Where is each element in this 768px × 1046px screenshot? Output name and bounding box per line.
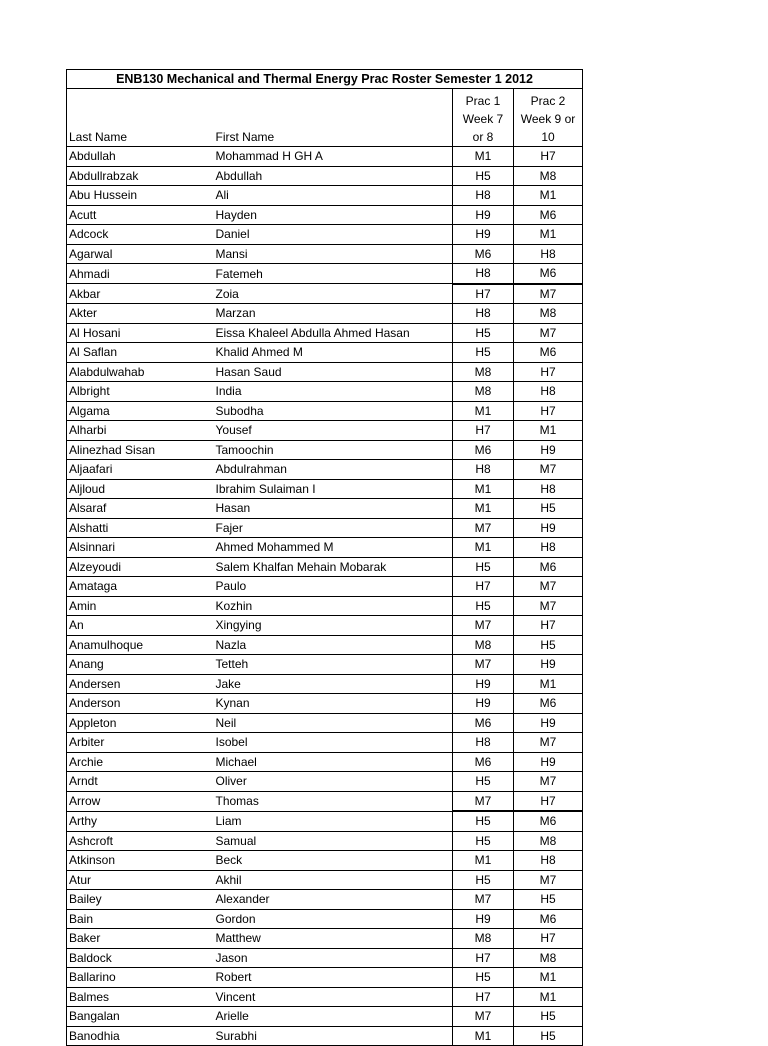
- first-name-cell: Oliver: [214, 772, 453, 792]
- prac1-cell: H8: [453, 264, 514, 284]
- last-name-cell: Abdullrabzak: [67, 166, 214, 186]
- table-row: [67, 987, 583, 1007]
- prac1-cell: M6: [453, 440, 514, 460]
- last-name-cell: Atur: [67, 870, 214, 890]
- prac1-cell: M1: [453, 538, 514, 558]
- prac1-cell: H5: [453, 557, 514, 577]
- first-name-cell: Hayden: [214, 205, 453, 225]
- last-name-cell: Anderson: [67, 694, 214, 714]
- prac2-cell: M8: [514, 831, 583, 851]
- prac2-cell: H5: [514, 635, 583, 655]
- table-row: [67, 929, 583, 949]
- last-name-cell: Akter: [67, 304, 214, 324]
- first-name-cell: Nazla: [214, 635, 453, 655]
- header-prac1-line: Week 7: [462, 112, 504, 126]
- first-name-cell: Kynan: [214, 694, 453, 714]
- prac2-cell: H7: [514, 616, 583, 636]
- roster-body: [67, 147, 583, 1046]
- first-name-cell: Hasan: [214, 499, 453, 519]
- prac1-cell: M6: [453, 244, 514, 264]
- prac2-cell: M1: [514, 225, 583, 245]
- table-row: [67, 538, 583, 558]
- prac2-cell: M6: [514, 694, 583, 714]
- prac2-cell: M7: [514, 284, 583, 304]
- last-name-cell: Banodhia: [67, 1026, 214, 1046]
- table-row: [67, 244, 583, 264]
- last-name-cell: Aljloud: [67, 479, 214, 499]
- prac2-cell: H9: [514, 440, 583, 460]
- prac2-cell: H5: [514, 1007, 583, 1027]
- prac2-cell: H9: [514, 713, 583, 733]
- prac1-cell: M6: [453, 713, 514, 733]
- last-name-cell: Baker: [67, 929, 214, 949]
- prac2-cell: M6: [514, 205, 583, 225]
- prac1-cell: M7: [453, 518, 514, 538]
- first-name-cell: Xingying: [214, 616, 453, 636]
- prac2-cell: H8: [514, 244, 583, 264]
- first-name-cell: Mansi: [214, 244, 453, 264]
- prac2-cell: M7: [514, 772, 583, 792]
- prac2-cell: M1: [514, 968, 583, 988]
- prac1-cell: M7: [453, 1007, 514, 1027]
- prac2-cell: H5: [514, 890, 583, 910]
- first-name-cell: Eissa Khaleel Abdulla Ahmed Hasan: [214, 323, 453, 343]
- prac1-cell: H7: [453, 577, 514, 597]
- last-name-cell: Abdullah: [67, 147, 214, 167]
- last-name-cell: Al Hosani: [67, 323, 214, 343]
- table-row: [67, 557, 583, 577]
- prac1-cell: M8: [453, 929, 514, 949]
- prac2-cell: M6: [514, 557, 583, 577]
- prac1-cell: H9: [453, 674, 514, 694]
- prac2-cell: M7: [514, 323, 583, 343]
- prac1-cell: M1: [453, 401, 514, 421]
- last-name-cell: Adcock: [67, 225, 214, 245]
- last-name-cell: Arrow: [67, 791, 214, 811]
- table-row: [67, 460, 583, 480]
- last-name-cell: Akbar: [67, 284, 214, 304]
- first-name-cell: Liam: [214, 811, 453, 831]
- prac1-cell: H5: [453, 831, 514, 851]
- last-name-cell: Arbiter: [67, 733, 214, 753]
- prac2-cell: H5: [514, 499, 583, 519]
- last-name-cell: Ballarino: [67, 968, 214, 988]
- first-name-cell: India: [214, 382, 453, 402]
- last-name-cell: Anamulhoque: [67, 635, 214, 655]
- prac2-cell: H8: [514, 382, 583, 402]
- last-name-cell: Baldock: [67, 948, 214, 968]
- header-prac2: [514, 89, 583, 147]
- prac1-cell: H7: [453, 284, 514, 304]
- prac2-cell: H7: [514, 401, 583, 421]
- prac1-cell: H9: [453, 225, 514, 245]
- table-row: [67, 499, 583, 519]
- prac2-cell: H7: [514, 147, 583, 167]
- table-row: [67, 616, 583, 636]
- last-name-cell: Appleton: [67, 713, 214, 733]
- header-prac1-line: Prac 1: [465, 94, 501, 108]
- table-row: [67, 284, 583, 304]
- header-prac2-line: 10: [541, 130, 555, 144]
- last-name-cell: Bain: [67, 909, 214, 929]
- prac2-cell: M7: [514, 460, 583, 480]
- prac1-cell: H5: [453, 870, 514, 890]
- prac1-cell: H7: [453, 948, 514, 968]
- prac1-cell: M1: [453, 479, 514, 499]
- prac1-cell: H5: [453, 323, 514, 343]
- first-name-cell: Samual: [214, 831, 453, 851]
- prac1-cell: H8: [453, 733, 514, 753]
- prac2-cell: H7: [514, 362, 583, 382]
- table-row: [67, 909, 583, 929]
- prac1-cell: H7: [453, 421, 514, 441]
- table-row: [67, 401, 583, 421]
- table-row: [67, 147, 583, 167]
- header-prac1-line: or 8: [472, 130, 494, 144]
- table-row: [67, 674, 583, 694]
- last-name-cell: Bailey: [67, 890, 214, 910]
- prac2-cell: M8: [514, 948, 583, 968]
- last-name-cell: Alabdulwahab: [67, 362, 214, 382]
- first-name-cell: Neil: [214, 713, 453, 733]
- prac2-cell: M1: [514, 987, 583, 1007]
- table-row: [67, 772, 583, 792]
- table-row: [67, 518, 583, 538]
- table-row: [67, 1026, 583, 1046]
- table-row: [67, 831, 583, 851]
- prac1-cell: M1: [453, 1026, 514, 1046]
- last-name-cell: Amin: [67, 596, 214, 616]
- table-row: [67, 811, 583, 831]
- table-row: [67, 382, 583, 402]
- first-name-cell: Vincent: [214, 987, 453, 1007]
- header-last-name: Last Name: [67, 89, 214, 147]
- prac2-cell: M7: [514, 577, 583, 597]
- table-row: [67, 968, 583, 988]
- prac2-cell: M7: [514, 596, 583, 616]
- roster-title: ENB130 Mechanical and Thermal Energy Prac Roster Semester 1 2012: [67, 70, 583, 89]
- table-row: [67, 323, 583, 343]
- prac2-cell: H9: [514, 518, 583, 538]
- roster-table: [66, 69, 583, 1046]
- table-row: [67, 1007, 583, 1027]
- last-name-cell: Alsaraf: [67, 499, 214, 519]
- first-name-cell: Abdullah: [214, 166, 453, 186]
- last-name-cell: Balmes: [67, 987, 214, 1007]
- first-name-cell: Hasan Saud: [214, 362, 453, 382]
- table-row: [67, 479, 583, 499]
- prac2-cell: M1: [514, 421, 583, 441]
- first-name-cell: Akhil: [214, 870, 453, 890]
- first-name-cell: Yousef: [214, 421, 453, 441]
- prac2-cell: H7: [514, 929, 583, 949]
- prac1-cell: H5: [453, 343, 514, 363]
- prac1-cell: H5: [453, 811, 514, 831]
- last-name-cell: Ashcroft: [67, 831, 214, 851]
- table-row: [67, 752, 583, 772]
- header-prac2-line: Week 9 or: [520, 112, 576, 126]
- first-name-cell: Jason: [214, 948, 453, 968]
- first-name-cell: Daniel: [214, 225, 453, 245]
- last-name-cell: Alsinnari: [67, 538, 214, 558]
- first-name-cell: Paulo: [214, 577, 453, 597]
- table-row: [67, 870, 583, 890]
- header-prac1: [453, 89, 514, 147]
- first-name-cell: Arielle: [214, 1007, 453, 1027]
- first-name-cell: Ali: [214, 186, 453, 206]
- table-row: [67, 577, 583, 597]
- header-row: [67, 89, 583, 147]
- header-prac2-line: Prac 2: [530, 94, 566, 108]
- last-name-cell: Ahmadi: [67, 264, 214, 284]
- table-row: [67, 304, 583, 324]
- prac1-cell: H8: [453, 460, 514, 480]
- prac1-cell: M7: [453, 890, 514, 910]
- last-name-cell: Acutt: [67, 205, 214, 225]
- last-name-cell: Alharbi: [67, 421, 214, 441]
- first-name-cell: Tamoochin: [214, 440, 453, 460]
- first-name-cell: Zoia: [214, 284, 453, 304]
- first-name-cell: Jake: [214, 674, 453, 694]
- prac1-cell: H5: [453, 596, 514, 616]
- prac1-cell: H9: [453, 694, 514, 714]
- prac1-cell: M1: [453, 499, 514, 519]
- table-row: [67, 186, 583, 206]
- table-row: [67, 733, 583, 753]
- last-name-cell: Archie: [67, 752, 214, 772]
- last-name-cell: Abu Hussein: [67, 186, 214, 206]
- prac2-cell: M7: [514, 870, 583, 890]
- last-name-cell: An: [67, 616, 214, 636]
- table-row: [67, 421, 583, 441]
- prac1-cell: H8: [453, 186, 514, 206]
- prac1-cell: H9: [453, 205, 514, 225]
- last-name-cell: Alshatti: [67, 518, 214, 538]
- first-name-cell: Fajer: [214, 518, 453, 538]
- prac1-cell: M8: [453, 382, 514, 402]
- prac1-cell: M7: [453, 655, 514, 675]
- first-name-cell: Kozhin: [214, 596, 453, 616]
- last-name-cell: Atkinson: [67, 851, 214, 871]
- last-name-cell: Alinezhad Sisan: [67, 440, 214, 460]
- table-row: [67, 713, 583, 733]
- prac2-cell: H8: [514, 851, 583, 871]
- title-row: [67, 70, 583, 89]
- last-name-cell: Bangalan: [67, 1007, 214, 1027]
- prac1-cell: M8: [453, 635, 514, 655]
- last-name-cell: Agarwal: [67, 244, 214, 264]
- first-name-cell: Mohammad H GH A: [214, 147, 453, 167]
- prac1-cell: M7: [453, 616, 514, 636]
- first-name-cell: Abdulrahman: [214, 460, 453, 480]
- first-name-cell: Surabhi: [214, 1026, 453, 1046]
- first-name-cell: Ahmed Mohammed M: [214, 538, 453, 558]
- first-name-cell: Subodha: [214, 401, 453, 421]
- first-name-cell: Michael: [214, 752, 453, 772]
- table-row: [67, 791, 583, 811]
- first-name-cell: Salem Khalfan Mehain Mobarak: [214, 557, 453, 577]
- prac1-cell: H5: [453, 166, 514, 186]
- prac2-cell: M6: [514, 343, 583, 363]
- first-name-cell: Khalid Ahmed M: [214, 343, 453, 363]
- table-row: [67, 362, 583, 382]
- prac2-cell: H9: [514, 752, 583, 772]
- prac1-cell: H9: [453, 909, 514, 929]
- prac2-cell: M8: [514, 304, 583, 324]
- first-name-cell: Fatemeh: [214, 264, 453, 284]
- first-name-cell: Ibrahim Sulaiman I: [214, 479, 453, 499]
- table-row: [67, 851, 583, 871]
- last-name-cell: Al Saflan: [67, 343, 214, 363]
- last-name-cell: Anang: [67, 655, 214, 675]
- table-row: [67, 596, 583, 616]
- prac2-cell: H9: [514, 655, 583, 675]
- prac1-cell: H7: [453, 987, 514, 1007]
- prac2-cell: M6: [514, 811, 583, 831]
- prac1-cell: M6: [453, 752, 514, 772]
- table-row: [67, 655, 583, 675]
- last-name-cell: Albright: [67, 382, 214, 402]
- table-row: [67, 205, 583, 225]
- header-first-name: First Name: [214, 89, 453, 147]
- table-row: [67, 166, 583, 186]
- last-name-cell: Arthy: [67, 811, 214, 831]
- first-name-cell: Robert: [214, 968, 453, 988]
- last-name-cell: Algama: [67, 401, 214, 421]
- first-name-cell: Alexander: [214, 890, 453, 910]
- last-name-cell: Amataga: [67, 577, 214, 597]
- first-name-cell: Gordon: [214, 909, 453, 929]
- prac2-cell: H8: [514, 479, 583, 499]
- table-row: [67, 948, 583, 968]
- prac2-cell: H7: [514, 791, 583, 811]
- last-name-cell: Alzeyoudi: [67, 557, 214, 577]
- prac2-cell: M1: [514, 186, 583, 206]
- first-name-cell: Thomas: [214, 791, 453, 811]
- table-row: [67, 694, 583, 714]
- prac2-cell: M6: [514, 909, 583, 929]
- prac1-cell: H5: [453, 772, 514, 792]
- prac1-cell: M7: [453, 791, 514, 811]
- prac1-cell: H5: [453, 968, 514, 988]
- table-row: [67, 225, 583, 245]
- prac2-cell: H5: [514, 1026, 583, 1046]
- first-name-cell: Matthew: [214, 929, 453, 949]
- prac1-cell: M1: [453, 147, 514, 167]
- table-row: [67, 264, 583, 284]
- table-row: [67, 440, 583, 460]
- first-name-cell: Isobel: [214, 733, 453, 753]
- prac2-cell: M1: [514, 674, 583, 694]
- roster-sheet: [66, 69, 582, 1046]
- prac2-cell: M7: [514, 733, 583, 753]
- prac1-cell: M8: [453, 362, 514, 382]
- prac2-cell: M6: [514, 264, 583, 284]
- last-name-cell: Andersen: [67, 674, 214, 694]
- prac2-cell: M8: [514, 166, 583, 186]
- first-name-cell: Beck: [214, 851, 453, 871]
- prac1-cell: H8: [453, 304, 514, 324]
- table-row: [67, 635, 583, 655]
- table-row: [67, 343, 583, 363]
- first-name-cell: Tetteh: [214, 655, 453, 675]
- last-name-cell: Aljaafari: [67, 460, 214, 480]
- last-name-cell: Arndt: [67, 772, 214, 792]
- table-row: [67, 890, 583, 910]
- prac1-cell: M1: [453, 851, 514, 871]
- first-name-cell: Marzan: [214, 304, 453, 324]
- prac2-cell: H8: [514, 538, 583, 558]
